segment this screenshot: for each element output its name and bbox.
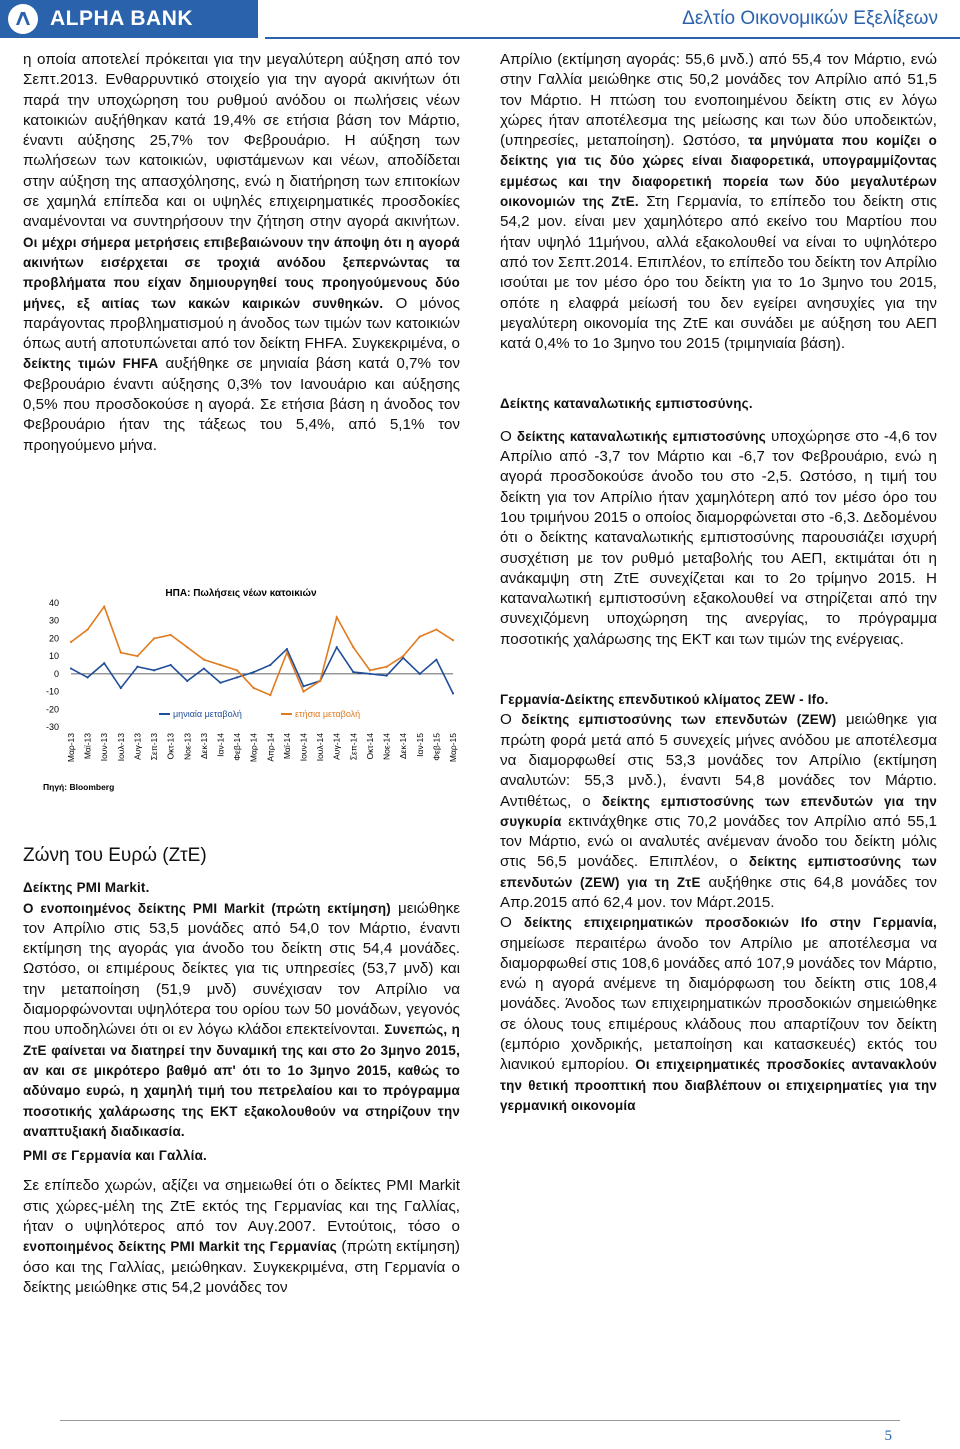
x-tick-label: Φεβ-14 [232,733,243,761]
x-tick-label: Σεπ-13 [149,733,160,761]
data-point [336,616,338,618]
x-tick-label: Σεπ-14 [348,733,359,761]
data-point [302,690,304,692]
consumer-confidence-heading: Δείκτης καταναλωτικής εμπιστοσύνης. [500,396,753,412]
data-point [219,664,221,666]
data-point [120,687,122,689]
data-point [385,675,387,677]
bank-logo [0,0,258,38]
legend-label: μηνιαία μεταβολή [173,709,242,719]
data-point [336,646,338,648]
alpha-logo-icon [8,4,38,34]
text-fhfa: δείκτης τιμών FHFA [23,356,159,372]
data-point [352,646,354,648]
text-pmi-b: μειώθηκε τον Απρίλιο στις 53,5 μονάδες από 54,0 τον Μάρτιο, έναντι εκτίμηση της αγοράς για άνοδο του δείκτη στις 54,4 μονάδες. Ωστόσο, οι επιμέρους δείκτες για τις υπηρεσίες (53,7 μνδ) και την μεταποίηση (51,9 μνδ) συνέχισαν τον Απρίλιο να διαμορφώνονται υψηλότερα του ορίου των 50 μονάδων, γεγονός που υποδηλώνει ότι οι εν λόγω κλάδοι επεκτείνονται. [23,899,460,1039]
x-tick-label: Μαϊ-14 [281,733,292,760]
text-zew-e: εκτινάχθηκε στις 70,2 μονάδες τον Απρίλιο από 55,1 τον Μάρτιο, ενώ οι αναλυτές ανέμεναν άνοδο του δείκτη μόλις στις 56,5 μονάδες. Επιπλέον, ο [500,812,937,871]
data-point [236,676,238,678]
text-r1-b: τα μηνύματα που κομίζει ο δείκτης για τις δύο χώρες είναι διαφορετικά, υπογραμμίζοντας εμμέσως και την διαφορετική πορεία των δύο μεγαλυτέρων οικονομιών της ΖτΕ. [500,133,937,210]
x-tick-label: Δεκ-14 [398,733,409,760]
data-point [253,687,255,689]
paragraph-housing [23,50,460,456]
text-pmi-d: Σε επίπεδο χωρών, αξίζει να σημειωθεί ότι ο δείκτες PMI Markit στις χώρες-μέλη της ΖτΕ εκτός της Γερμανίας και της Γαλλίας, ήταν ο υψηλότερος από τον Αυγ.2007. Εντούτοις, τόσο ο [23,1177,460,1236]
data-point [369,673,371,675]
chart-source: Πηγή: Bloomberg [43,782,115,792]
section-title-eurozone: Ζώνη του Ευρώ (ΖτΕ) [23,845,207,866]
y-tick-label: 40 [48,598,59,608]
data-point [319,680,321,682]
data-point [435,628,437,630]
y-tick-label: -30 [45,722,59,732]
paragraph-pmi-germany [500,50,937,354]
x-tick-label: Φεβ-15 [431,733,442,761]
y-tick-label: 30 [48,615,59,626]
y-tick-label: -10 [45,686,59,697]
text-ifo-d: Οι επιχειρηματικές προσδοκίες αντανακλούν την θετική προοπτική που διαβλέπουν οι επιχειρηματίες για την γερμανική οικονομία [500,1057,938,1113]
footer-rule [60,1420,900,1421]
data-point [103,605,105,607]
data-point [236,669,238,671]
y-tick-label: 0 [53,668,59,679]
page-header [0,0,960,40]
text-zew-c: μειώθηκε για πρώτη φορά μετά από 5 συνεχείς μήνες ανόδου με αποτέλεσμα να διαμορφωθεί στις 53,3 μονάδες τον Απρίλιο (εκτίμηση αναλυτών: 55,3 μνδ.), έναντι 54,8 μονάδες τον Μάρτιο. Αντιθέτως, ο [500,711,937,810]
x-tick-label: Αυγ-14 [331,733,342,760]
text-pmi-a: Ο ενοποιημένος δείκτης PMI Markit (πρώτη εκτίμηση) [23,900,391,916]
data-point [136,655,138,657]
text-pmi-c: Συνεπώς, η ΖτΕ φαίνεται να διατηρεί την δυναμική της και στο 2ο 3μηνο 2015, αν και σε μικρότερο βαθμό απ' ότι το 1ο 3μηνο 2015, καθώς το αδύναμο ευρώ, η χαμηλή τιμή του πετρελαίου και το πρόγραμμα ποσοτικής χαλάρωσης της ΕΚΤ εξακολουθούν να στηρίζουν την αναπτυξιακή διαδικασία. [23,1022,460,1139]
x-tick-label: Μαρ-15 [448,733,458,763]
x-tick-label: Οκτ-14 [364,733,375,760]
data-point [103,662,105,664]
legend-label: ετήσια μεταβολή [295,709,361,719]
x-tick-label: Νοε-14 [381,733,392,760]
data-point [70,667,72,669]
x-tick-label: Ιουλ-14 [315,733,326,762]
x-tick-label: Οκτ-13 [165,733,176,760]
text-r1-c: Στη Γερμανία, το επίπεδο του δείκτη στις 54,2 μον. είναι μεν χαμηλότερο από εκείνο του Μαρτίου που ήταν υψηλό 11μήνου, αλλά εξακολουθεί να είναι το υψηλότερο από τον Σεπτ.2014. Επιπλέον, το επίπεδο του δείκτη τον Απρίλιο ισούται με τον μέσο όρο του δείκτη για το 1ο 3μηνο του 2015, οπότε η ελαφρά μείωσή του δεν εγείρει ανησυχίες για την μεγαλύτερη οικονομία της ΖτΕ και συνάδει με αύξηση του ΑΕΠ κατά 0,4% το 1ο 3μηνο του 2015 (τριμηνιαία βάση). [500,193,937,353]
data-point [369,669,371,671]
text-zew-g: αυξήθηκε στις 64,8 μονάδες τον Απρ.2015 από 62,4 μον. τον Μάρτ.2015. [500,873,937,911]
data-point [452,639,454,641]
text-r1-a: Απρίλιο (εκτίμηση αγοράς: 55,6 μνδ.) από 55,4 τον Μάρτιο, ενώ στην Γαλλία μειώθηκε στις 50,2 μονάδες τον Απρίλιο από 51,5 τον Μάρτιο. Η πτώση του ενοποιημένου δείκτη στις εν λόγω χώρες ήταν αποτέλεσμα της μείωσης και των δύο υποδεικτών, (υπηρεσίες, μεταποίηση). Ωστόσο, [500,51,937,150]
text-housing-b: Οι μέχρι σήμερα μετρήσεις επιβεβαιώνουν την άποψη ότι η αγορά ακινήτων εισέρχεται σε τροχιά ανόδου ξεπερνώντας τα προβλήματα που είχαν δημιουργηθεί τους προηγούμενους δύο μήνες, εξ αιτίας των κακών καιρικών συνθηκών. [23,234,460,311]
text-pmi-e: ενοποιημένος δείκτης PMI Markit της Γερμανίας [23,1239,337,1255]
right-column [500,50,937,1116]
data-point [419,636,421,638]
data-point [203,659,205,661]
text-zew-b: δείκτης εμπιστοσύνης των επενδυτών (ZEW) [521,712,837,728]
data-point [70,641,72,643]
paragraph-zew: Ο δείκτης εμπιστοσύνης των επενδυτών (ZEW) μειώθηκε για πρώτη φορά μετά από 5 συνεχείς μήνες ανόδου με αποτέλεσμα να διαμορφωθεί στις 53,3 μονάδες τον Απρίλιο (εκτίμηση αναλυτών: 55,3 μνδ.), έναντι 54,8 μονάδες τον Μάρτιο. Αντιθέτως, ο δείκτης εμπιστοσύνης των επενδυτών για την συγκυρία εκτινάχθηκε στις 70,2 μονάδες τον Απρίλιο από 55,1 τον Μάρτιο, ενώ οι αναλυτές ανέμεναν άνοδο του δείκτη μόλις στις 56,5 μονάδες. Επιπλέον, ο δείκτης εμπιστοσύνης των επενδυτών (ZEW) για τη ΖτΕ αυξήθηκε στις 64,8 μονάδες τον Απρ.2015 από 62,4 μον. τον Μάρτ.2015. [500,711,937,911]
data-point [87,676,89,678]
data-point [87,628,89,630]
data-point [186,646,188,648]
data-point [153,637,155,639]
x-tick-label: Ιαν-15 [414,733,425,757]
data-point [302,685,304,687]
paragraph-ifo: Ο δείκτης επιχειρηματικών προσδοκιών Ifo στην Γερμανία, σημείωσε περαιτέρω άνοδο τον Απρίλιο με αποτέλεσμα να διαμορφωθεί στις 108,6 μονάδες από 107,9 μονάδες τον Μάρτιο, ενώ η αγορά ανέμενε τη διαμόρφωση του δείκτη στις 108,4 μονάδες. Άνοδος των επιχειρηματικών προσδοκιών σημειώθηκε σε όλους τους επιμέρους κλάδους που απαρτίζουν τον δείκτη (εμπόριο χονδρικής, μεταποίηση και κατασκευές) εκτός του λιανικού εμπορίου. Οι επιχειρηματικές προσδοκίες αντανακλούν την θετική προοπτική που διαβλέπουν οι επιχειρηματίες για την γερμανική οικονομία [500,914,938,1113]
x-tick-label: Μαϊ-13 [82,733,93,760]
x-tick-label: Νοε-13 [182,733,193,760]
data-point [186,680,188,682]
data-point [170,664,172,666]
pmi-subheading: PMI σε Γερμανία και Γαλλία. [23,1148,207,1164]
new-home-sales-chart [23,583,460,798]
series-line-2 [71,607,453,696]
data-point [452,692,454,694]
data-point [419,673,421,675]
data-point [253,671,255,673]
paragraph-pmi [23,899,460,1143]
x-tick-label: Ιουλ-13 [115,733,126,762]
x-tick-label: Μαρ-13 [66,733,76,763]
data-point [385,666,387,668]
x-tick-label: Ιουν-13 [99,733,110,762]
data-point [435,659,437,661]
data-point [269,664,271,666]
data-point [352,671,354,673]
text-ifo-b: δείκτης επιχειρηματικών προσδοκιών Ifo στην Γερμανία, [523,915,937,931]
document-title: Δελτίο Οικονομικών Εξελίξεων [682,8,938,29]
x-tick-label: Απρ-14 [265,733,276,762]
text-conf-b: δείκτης καταναλωτικής εμπιστοσύνης [516,428,766,444]
chart-svg [23,583,460,798]
x-tick-label: Ιαν-14 [215,733,226,757]
left-column [23,50,460,456]
text-housing-e: αυξήθηκε σε μηνιαία βάση κατά 0,7% τον Φεβρουάριο έναντι αύξησης 0,3% τον Ιανουάριο και αύξησης 0,5% που προσδοκούσε η αγορά. Σε ετήσια βάση η άνοδος τον Φεβρουάριο ήταν της τάξεως του 5,4%, από 5,1% τον προηγούμενο μήνα. [23,355,460,454]
text-ifo-c: σημείωσε περαιτέρω άνοδο τον Απρίλιο με αποτέλεσμα να διαμορφωθεί στις 108,6 μονάδες από 107,9 μονάδες τον Μάρτιο, ενώ η αγορά ανέμενε τη διαμόρφωση του δείκτη στις 108,4 μονάδες. Άνοδος των επιχειρηματικών προσδοκιών σημειώθηκε σε όλους τους επιμέρους κλάδους που απαρτίζουν τον δείκτη (εμπόριο χονδρικής, μεταποίηση και κατασκευές) εκτός του λιανικού εμπορίου. [500,934,937,1074]
left-column-lower [23,846,460,1298]
y-tick-label: -20 [45,704,59,715]
data-point [219,682,221,684]
data-point [286,652,288,654]
x-tick-label: Ιουν-14 [298,733,309,762]
text-housing-a: η οποία αποτελεί πρόκειται για την μεγαλύτερη αύξηση από τον Σεπτ.2013. Ενθαρρυντικό στοιχείο για την αγορά ακινήτων ότι παρά την υποχώρηση του ρυθμού ανόδου οι πωλήσεις νέων κατοικιών αυξήθηκαν κατά 19,4% σε ετήσια βάση τον Μάρτιο, έναντι αύξησης 25,7% τον Φεβρουάριο. Η αύξηση των πωλήσεων των κατοικιών, υφιστάμενων και νέων, αποδίδεται στην αύξηση της απασχόλησης, ενώ η διατήρηση των επιτοκίων σε χαμηλά επίπεδα και οι υψηλές επιχειρηματικές προσδοκίες αναμένονται να συντηρήσουν την ζήτηση στην αγορά ακινήτων. [23,51,460,231]
x-tick-label: Αυγ-13 [132,733,143,760]
pmi-heading: Δείκτης PMI Markit. [23,880,150,896]
page-number: 5 [884,1428,892,1444]
paragraph-pmi-countries [23,1176,460,1298]
data-point [153,669,155,671]
data-point [203,667,205,669]
data-point [170,634,172,636]
data-point [402,655,404,657]
text-zew-f: δείκτης εμπιστοσύνης των επενδυτών (ZEW) για τη ΖτΕ [500,854,937,890]
data-point [286,648,288,650]
text-pmi-f: (πρώτη εκτίμηση) όσο και της Γαλλίας, μειώθηκαν. Συγκεκριμένα, στη Γερμανία ο δείκτης μειώθηκε στις 54,2 μονάδες τον [23,1238,460,1296]
header-rule [265,37,960,39]
data-point [136,666,138,668]
y-tick-label: 20 [48,633,59,644]
text-conf-c: υποχώρησε στο -4,6 τον Απρίλιο από -3,7 τον Μάρτιο και -6,7 τον Φεβρουάριο, ενώ η αγορά προσδοκούσε άνοδο του στο -2,5. Ωστόσο, η τιμή του δείκτη για τον Απρίλιο ήταν χαμηλότερη από τον μέσο όρο του 1ου τριμήνου 2015 ο οποίος διαμορφώνεται στο -6,3. Δεδομένου ότι ο δείκτης καταναλωτικής εμπιστοσύνης παρουσιάζει ισχυρή συσχέτιση με τον ρυθμό μεταβολής του ΑΕΠ, εκτιμάται ότι η ανάκαμψη στη ΖτΕ συνεχίζεται και το 2ο τρίμηνο 2015. Η καταναλωτική εμπιστοσύνη εξακολουθεί να στηρίζεται από την συνεχιζόμενη υποχώρηση της ανεργίας, το πρόγραμμα ποσοτικής χαλάρωσης της ΕΚΤ και των τιμών της ενέργειας. [500,427,937,648]
text-housing-c: Ο μόνος παράγοντας προβληματισμού η άνοδος των τιμών των κατοικιών όπως αυτή αποτυπώνεται από τον δείκτη FHFA. Συγκεκριμένα, ο [23,294,460,353]
bank-name: ALPHA BANK [50,7,194,30]
text-zew-d: δείκτης εμπιστοσύνης των επενδυτών για την συγκυρία [500,793,937,829]
data-point [269,694,271,696]
chart-title: ΗΠΑ: Πωλήσεις νέων κατοικιών [165,588,317,599]
x-tick-label: Μαρ-14 [248,733,259,763]
y-tick-label: 10 [48,651,59,662]
paragraph-consumer-confidence: Ο δείκτης καταναλωτικής εμπιστοσύνης υποχώρησε στο -4,6 τον Απρίλιο από -3,7 τον Μάρτιο και -6,7 τον Φεβρουάριο, ενώ η αγορά προσδοκούσε άνοδο του στο -2,5. Ωστόσο, η τιμή του δείκτη για τον Απρίλιο ήταν χαμηλότερη από τον μέσο όρο του 1ου τριμήνου 2015 ο οποίος διαμορφώνεται στο -6,3. Δεδομένου ότι ο δείκτης καταναλωτικής εμπιστοσύνης παρουσιάζει ισχυρή συσχέτιση με τον ρυθμό μεταβολής του ΑΕΠ, εκτιμάται ότι η ανάκαμψη στη ΖτΕ συνεχίζεται και το 2ο τρίμηνο 2015. Η καταναλωτική εμπιστοσύνη εξακολουθεί να στηρίζεται από την συνεχιζόμενη υποχώρηση της ανεργίας, το πρόγραμμα ποσοτικής χαλάρωσης της ΕΚΤ και των τιμών της ενέργειας. [500,427,937,648]
data-point [120,652,122,654]
x-tick-label: Δεκ-13 [198,733,209,760]
zew-heading: Γερμανία-Δείκτης επενδυτικού κλίματος ZEW - Ifo. [500,692,829,708]
